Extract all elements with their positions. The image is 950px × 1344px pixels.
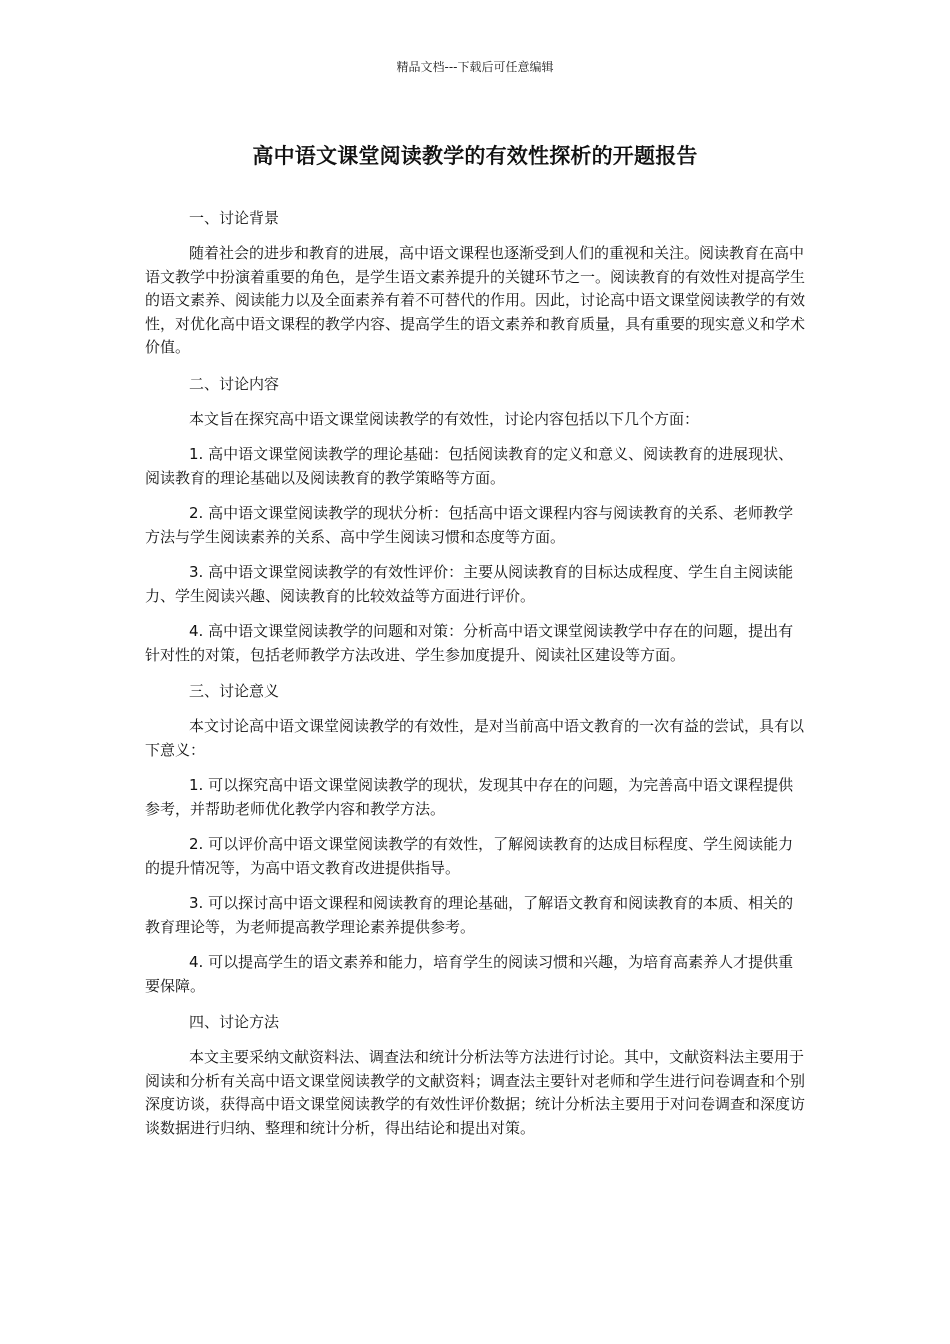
section-significance — [145, 679, 807, 998]
list-item: 2. 高中语文课堂阅读教学的现状分析：包括高中语文课程内容与阅读教育的关系、老师教学方法与学生阅读素养的关系、高中学生阅读习惯和态度等方面。 — [145, 504, 794, 546]
section-background — [145, 206, 807, 360]
paragraph: 本文旨在探究高中语文课堂阅读教学的有效性，讨论内容包括以下几个方面： — [189, 409, 700, 428]
list-item: 1. 高中语文课堂阅读教学的理论基础：包括阅读教育的定义和意义、阅读教育的进展现状、阅读教育的理论基础以及阅读教育的教学策略等方面。 — [145, 445, 794, 487]
list-item: 4. 可以提高学生的语文素养和能力，培育学生的阅读习惯和兴趣，为培育高素养人才提供重要保障。 — [145, 953, 794, 995]
section-heading: 二、讨论内容 — [189, 374, 280, 393]
section-heading: 四、讨论方法 — [189, 1013, 280, 1031]
header-note: 精品文档---下载后可任意编辑 — [396, 60, 554, 74]
list-item: 2. 可以评价高中语文课堂阅读教学的有效性，了解阅读教育的达成目标程度、学生阅读能力的提升情况等，为高中语文教育改进提供指导。 — [145, 835, 794, 877]
list-item: 4. 高中语文课堂阅读教学的问题和对策：分析高中语文课堂阅读教学中存在的问题，提出有针对性的对策，包括老师教学方法改进、学生参加度提升、阅读社区建设等方面。 — [145, 622, 794, 664]
paragraph: 随着社会的进步和教育的进展，高中语文课程也逐渐受到人们的重视和关注。阅读教育在高中语文教学中扮演着重要的角色，是学生语文素养提升的关键环节之一。阅读教育的有效性对提高学生的语文素养、阅读能力以及全面素养有着不可替代的作用。因此，讨论高中语文课堂阅读教学的有效性，对优化高中语文课程的教学内容、提高学生的语文素养和教育质量，具有重要的现实意义和学术价值。 — [145, 244, 806, 356]
section-heading: 三、讨论意义 — [189, 682, 280, 700]
document-title: 高中语文课堂阅读教学的有效性探析的开题报告 — [252, 144, 698, 168]
document-body — [145, 206, 807, 1152]
paragraph: 本文讨论高中语文课堂阅读教学的有效性，是对当前高中语文教育的一次有益的尝试，具有以下意义： — [145, 717, 805, 759]
paragraph: 本文主要采纳文献资料法、调查法和统计分析法等方法进行讨论。其中，文献资料法主要用于阅读和分析有关高中语文课堂阅读教学的文献资料；调查法主要针对老师和学生进行问卷调查和个别深度访谈，获得高中语文课堂阅读教学的有效性评价数据；统计分析法主要用于对问卷调查和深度访谈数据进行归纳、整理和统计分析，得出结论和提出对策。 — [145, 1048, 806, 1137]
list-item: 3. 可以探讨高中语文课程和阅读教育的理论基础，了解语文教育和阅读教育的本质、相关的教育理论等，为老师提高教学理论素养提供参考。 — [145, 894, 794, 936]
section-methods — [145, 1010, 807, 1140]
list-item: 3. 高中语文课堂阅读教学的有效性评价：主要从阅读教育的目标达成程度、学生自主阅读能力、学生阅读兴趣、阅读教育的比较效益等方面进行评价。 — [145, 563, 794, 605]
section-content — [145, 372, 807, 668]
section-heading: 一、讨论背景 — [189, 209, 280, 227]
list-item: 1. 可以探究高中语文课堂阅读教学的现状，发现其中存在的问题，为完善高中语文课程提供参考，并帮助老师优化教学内容和教学方法。 — [145, 776, 794, 818]
